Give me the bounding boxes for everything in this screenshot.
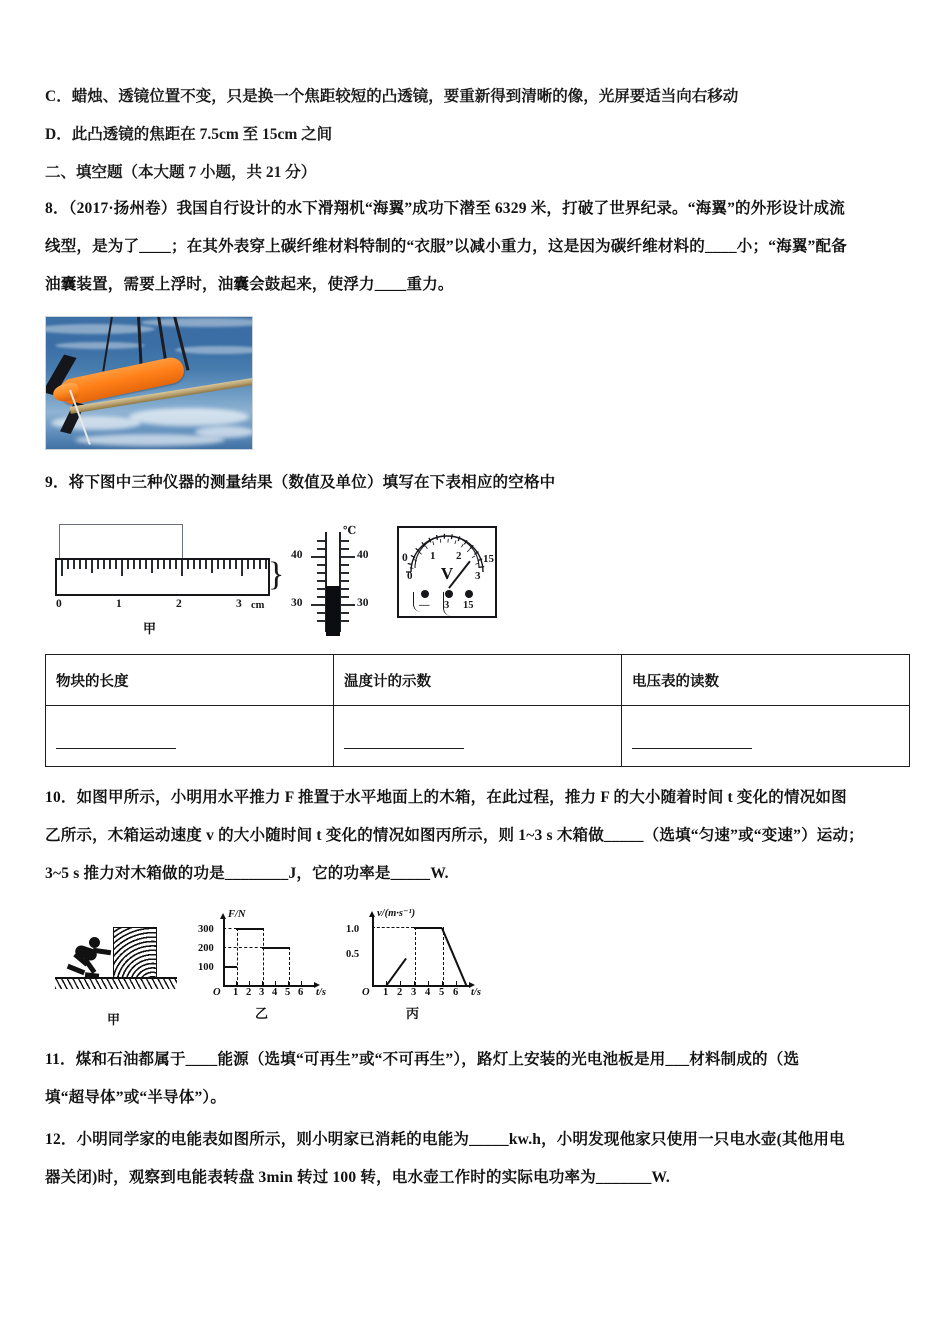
thermometer-label-left-40: 40	[291, 549, 303, 561]
instruments-figure	[45, 516, 505, 636]
voltmeter-outer-scale-1: 1	[430, 550, 436, 562]
voltmeter-symbol: V	[440, 564, 454, 583]
thermometer-label-right-30: 30	[357, 597, 369, 609]
table-cell-temperature-answer[interactable]	[334, 706, 622, 767]
force-xtick-5: 5	[285, 987, 291, 998]
velocity-xtick-4: 4	[425, 987, 431, 998]
voltmeter-outer-scale-3: 3	[475, 570, 481, 582]
table-answer-row	[46, 706, 910, 767]
velocity-constant-segment	[414, 927, 442, 929]
measured-object-bracket	[59, 524, 183, 560]
measurement-results-table	[45, 654, 910, 767]
velocity-xtick-2: 2	[397, 987, 403, 998]
ruler-tick-label-0: 0	[56, 598, 62, 610]
velocity-xtick-3: 3	[411, 987, 417, 998]
question-8	[45, 190, 910, 450]
figure-caption-jia: 甲	[107, 1012, 121, 1027]
force-axis-x-label: t/s	[316, 987, 326, 998]
question-12-line-1: 12．小明同学家的电能表如图所示，则小明家已消耗的电能为_____kw.h，小明发现他家只使用一只电水壶(其他用电	[45, 1131, 845, 1148]
force-bar-100N	[223, 966, 237, 968]
question-8-line-3: 油囊装置，需要上浮时，油囊会鼓起来，使浮力____重力。	[45, 276, 454, 293]
ruler-tick-label-1: 1	[116, 598, 122, 610]
question-10-figures	[45, 909, 515, 1027]
table-header-length: 物块的长度	[46, 655, 334, 706]
voltmeter-inner-scale-max: 15	[483, 553, 494, 565]
velocity-axis-y-label: v/(m·s⁻¹)	[377, 908, 416, 919]
ruler-tick-label-2: 2	[176, 598, 182, 610]
force-xtick-3: 3	[259, 987, 265, 998]
thermometer-mercury-column	[326, 586, 340, 636]
question-12	[45, 1121, 910, 1197]
force-xtick-2: 2	[246, 987, 252, 998]
force-graph-origin: O	[213, 987, 221, 998]
force-axis-y-label: F/N	[228, 909, 246, 920]
voltmeter-terminal-label-15: 15	[463, 600, 474, 611]
velocity-xtick-6: 6	[453, 987, 459, 998]
answer-blank-line	[632, 738, 752, 749]
voltmeter-terminal-negative[interactable]	[421, 590, 429, 598]
force-xtick-6: 6	[298, 987, 304, 998]
velocity-rising-segment	[385, 958, 406, 986]
thermometer-unit-label: ℃	[343, 525, 357, 537]
section-heading-fill-blank: 二、填空题（本大题 7 小题，共 21 分）	[45, 164, 317, 181]
question-11-line-1: 11．煤和石油都属于____能源（选填“可再生”或“不可再生”），路灯上安装的光电池板是用___材料制成的（选	[45, 1051, 800, 1068]
thermometer-label-left-30: 30	[291, 597, 303, 609]
figure-caption-yi: 乙	[255, 1006, 269, 1021]
velocity-time-graph	[340, 908, 505, 1021]
question-9	[45, 464, 910, 767]
velocity-xtick-5: 5	[439, 987, 445, 998]
ruler-tick-label-3: 3	[236, 598, 242, 610]
table-cell-voltage-answer[interactable]	[622, 706, 910, 767]
option-d: D．此凸透镜的焦距在 7.5cm 至 15cm 之间	[45, 126, 333, 143]
underwater-glider-photo	[45, 316, 253, 450]
figure-person-pushing-box	[55, 915, 177, 1027]
question-8-line-1: 8．（2017·扬州卷）我国自行设计的水下滑翔机“海翼”成功下潜至 6329 米，打破了世界纪录。“海翼”的外形设计成流	[45, 200, 845, 217]
question-9-prompt: 9．将下图中三种仪器的测量结果（数值及单位）填写在下表相应的空格中	[45, 474, 556, 491]
question-12-line-2: 器关闭)时，观察到电能表转盘 3min 转过 100 转，电水壶工作时的实际电功率为_______W.	[45, 1169, 670, 1186]
question-11	[45, 1041, 910, 1117]
force-ytick-100: 100	[198, 962, 214, 973]
page-content	[45, 78, 910, 1197]
voltmeter-terminal-15v[interactable]	[465, 590, 473, 598]
table-header-voltage: 电压表的读数	[622, 655, 910, 706]
hatched-ground	[55, 977, 177, 989]
question-8-line-2: 线型，是为了____；在其外表穿上碳纤维材料特制的“衣服”以减小重力，这是因为碳纤维材料的____小；“海翼”配备	[45, 238, 847, 255]
force-time-graph	[195, 909, 345, 1021]
table-cell-length-answer[interactable]	[46, 706, 334, 767]
voltmeter-wire-left	[413, 592, 422, 612]
voltmeter-inner-scale-min: 0	[402, 552, 408, 564]
force-axis-y-arrow	[220, 913, 226, 919]
force-bar-200N	[262, 947, 289, 949]
photo-border	[45, 316, 253, 450]
voltmeter-terminal-label-negative: —	[419, 600, 430, 611]
thermometer-diagram	[289, 524, 375, 636]
velocity-ytick-0p5: 0.5	[346, 949, 360, 960]
ruler-break-brace: }	[268, 556, 285, 593]
question-10-line-1: 10．如图甲所示，小明用水平推力 F 推置于水平地面上的木箱，在此过程，推力 F 的大小随着时间 t 变化的情况如图	[45, 789, 847, 806]
ruler-caption: 甲	[143, 621, 157, 636]
question-10-line-2: 乙所示，木箱运动速度 v 的大小随时间 t 变化的情况如图丙所示，则 1~3 s 木箱做_____（选填“匀速”或“变速”）运动；	[45, 827, 864, 844]
force-ytick-300: 300	[198, 924, 214, 935]
table-header-temperature: 温度计的示数	[334, 655, 622, 706]
force-xtick-1: 1	[233, 987, 239, 998]
answer-blank-line	[344, 738, 464, 749]
velocity-xtick-1: 1	[383, 987, 389, 998]
figure-caption-bing: 丙	[406, 1006, 420, 1021]
force-xtick-4: 4	[272, 987, 278, 998]
ruler-unit-label: cm	[251, 600, 265, 611]
ruler-diagram	[55, 558, 270, 596]
answer-blank-line	[56, 738, 176, 749]
wooden-box	[113, 927, 157, 983]
force-bar-300N	[236, 928, 263, 930]
velocity-axis-x-label: t/s	[471, 987, 481, 998]
option-c: C．蜡烛、透镜位置不变，只是换一个焦距较短的凸透镜，要重新得到清晰的像，光屏要适当向右移动	[45, 88, 739, 105]
voltmeter-wire-middle	[443, 592, 454, 616]
voltmeter-terminal-label-3: 3	[444, 600, 450, 611]
velocity-axis-y-arrow	[369, 911, 375, 917]
voltmeter-outer-scale-0: 0	[407, 570, 413, 582]
question-10-line-3: 3~5 s 推力对木箱做的功是________J，它的功率是_____W.	[45, 865, 449, 882]
question-11-line-2: 填“超导体”或“半导体”）。	[45, 1089, 227, 1106]
table-header-row	[46, 655, 910, 706]
velocity-graph-origin: O	[362, 987, 370, 998]
voltmeter-outer-scale-2: 2	[456, 550, 462, 562]
question-10	[45, 779, 910, 1027]
force-ytick-200: 200	[198, 943, 214, 954]
thermometer-label-right-40: 40	[357, 549, 369, 561]
velocity-ytick-1p0: 1.0	[346, 924, 360, 935]
velocity-falling-segment	[441, 928, 467, 987]
